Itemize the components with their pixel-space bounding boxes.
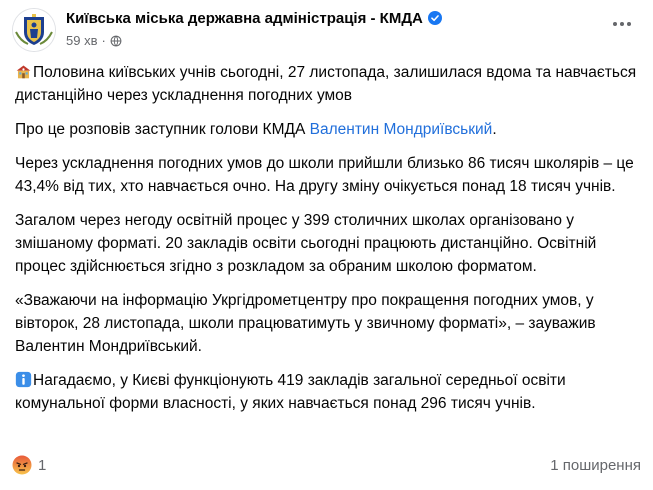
paragraph-2-suffix: . bbox=[492, 121, 497, 138]
info-emoji bbox=[15, 371, 32, 388]
reactions-summary[interactable] bbox=[12, 455, 46, 475]
school-emoji bbox=[15, 63, 32, 80]
angry-reaction-icon bbox=[12, 455, 32, 475]
paragraph-1 bbox=[15, 61, 640, 107]
mention-link[interactable]: Валентин Мондриївський bbox=[309, 121, 493, 138]
paragraph-2-prefix: Про це розповів заступник голови КМДА bbox=[15, 121, 310, 138]
post-footer bbox=[12, 452, 641, 478]
kyiv-coat-of-arms-logo bbox=[12, 8, 56, 52]
reaction-count[interactable]: 1 bbox=[38, 456, 47, 474]
page-avatar[interactable] bbox=[12, 8, 56, 52]
post-header bbox=[12, 8, 642, 52]
meta-separator: · bbox=[101, 33, 106, 48]
paragraph-1-text: Половина київських учнів сьогодні, 27 листопада, залишилася вдома та навчається дистанційно через ускладнення погодних умов bbox=[15, 64, 637, 104]
post-text bbox=[15, 61, 640, 426]
post-meta bbox=[66, 33, 122, 48]
paragraph-5: «Зважаючи на інформацію Укргідрометцентру про покращення погодних умов, у вівторок, 28 листопада, школи працюватимуть у звичному форматі», – зауважив Валентин Мондриївський. bbox=[15, 292, 596, 355]
more-options-icon bbox=[613, 22, 617, 26]
paragraph-4: Загалом через негоду освітній процес у 399 столичних школах організовано у змішаному форматі. 20 закладів освіти сьогодні працюють дистанційно. Освітній процес здійснюється згідно з розкладом за обраним школою форматом. bbox=[15, 212, 597, 275]
page-name[interactable] bbox=[66, 10, 442, 27]
verified-badge-icon bbox=[428, 11, 442, 25]
more-options-button[interactable] bbox=[606, 8, 638, 40]
paragraph-2 bbox=[15, 118, 640, 141]
paragraph-6-text: Нагадаємо, у Києві функціонують 419 закладів загальної середньої освіти комунальної форми власності, у яких навчається понад 296 тисяч учнів. bbox=[15, 372, 566, 412]
paragraph-3: Через ускладнення погодних умов до школи прийшли близько 86 тисяч школярів – це 43,4% від тих, хто навчається очно. На другу зміну очікується понад 18 тисяч учнів. bbox=[15, 155, 634, 195]
globe-icon[interactable] bbox=[110, 35, 122, 47]
paragraph-6 bbox=[15, 369, 640, 415]
page-name-text[interactable]: Київська міська державна адміністрація - КМДА bbox=[66, 10, 423, 27]
shares-count[interactable]: 1 поширення bbox=[550, 456, 641, 474]
timestamp[interactable]: 59 хв bbox=[66, 33, 98, 48]
